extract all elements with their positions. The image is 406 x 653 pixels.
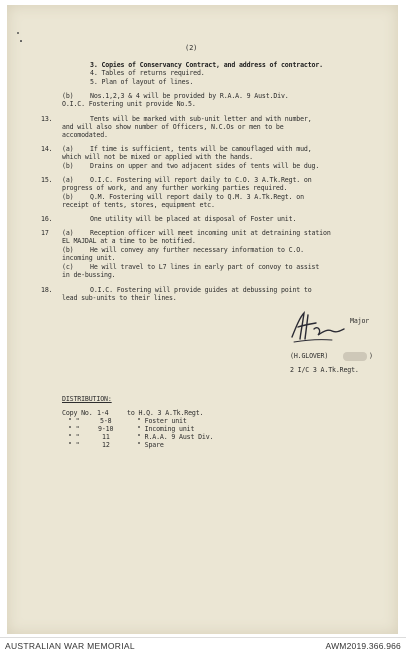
para-15a-label: (a)	[62, 176, 74, 184]
archive-footer	[0, 637, 406, 653]
item-oic-line: O.I.C. Fostering unit provide No.5.	[62, 100, 196, 108]
para-13-line-2: and will also show number of Officers, N.C.Os or men to be	[62, 123, 284, 131]
para-13-line-1: Tents will be marked with sub-unit letter and with number,	[90, 115, 312, 123]
para-16-line-1: One utility will be placed at disposal of Foster unit.	[90, 215, 297, 223]
redaction-smudge	[343, 352, 367, 361]
para-18-line-2: lead sub-units to their lines.	[62, 294, 177, 302]
para-17b-line-2: incoming unit.	[62, 254, 116, 262]
distribution-row-label: " "	[68, 441, 80, 449]
distribution-row-copies: 9-10	[98, 425, 114, 433]
distribution-row-label: " "	[68, 433, 80, 441]
para-17a-line-2: EL MAJDAL at a time to be notified.	[62, 237, 196, 245]
para-15b-label: (b)	[62, 193, 74, 201]
para-17a-label: (a)	[62, 229, 74, 237]
para-15a-line-1: O.I.C. Fostering will report daily to C.O. 3 A.Tk.Regt. on	[90, 176, 312, 184]
distribution-row-copies: 12	[102, 441, 110, 449]
distribution-row-copies: 1-4	[97, 409, 109, 417]
para-17-number: 17	[41, 229, 49, 237]
distribution-heading: DISTRIBUTION:	[62, 395, 112, 403]
paper-speck	[20, 40, 22, 42]
para-16-number: 16.	[41, 215, 53, 223]
para-17a-line-1: Reception officer will meet incoming unit at detraining station	[90, 229, 331, 237]
para-14a-label: (a)	[62, 145, 74, 153]
handwritten-signature	[288, 309, 346, 347]
signatory-name: (H.GLOVER)	[290, 352, 329, 360]
para-14a-line-1: If time is sufficient, tents will be camouflaged with mud,	[90, 145, 312, 153]
para-14b-line-1: Drains on upper and two adjacent sides of tents will be dug.	[90, 162, 320, 170]
para-17c-label: (c)	[62, 263, 74, 271]
signatory-name-close: )	[369, 352, 373, 360]
accession-number: AWM2019.366.966	[325, 641, 401, 651]
para-14b-label: (b)	[62, 162, 74, 170]
item-b-text: Nos.1,2,3 & 4 will be provided by R.A.A. 9 Aust.Div.	[90, 92, 289, 100]
para-13-line-3: accomodated.	[62, 131, 108, 139]
distribution-row-recipient: " Spare	[137, 441, 164, 449]
distribution-row-copies: 11	[102, 433, 110, 441]
para-17c-line-1: He will travel to L7 lines in early part of convoy to assist	[90, 263, 320, 271]
distribution-row-recipient: " Foster unit	[137, 417, 187, 425]
para-17b-line-1: He will convey any further necessary information to C.O.	[90, 246, 304, 254]
distribution-row-label: Copy No.	[62, 409, 93, 417]
page-number: (2)	[185, 44, 198, 52]
para-18-number: 18.	[41, 286, 53, 294]
item-b-label: (b)	[62, 92, 74, 100]
para-17c-line-2: in de-bussing.	[62, 271, 116, 279]
para-15-number: 15.	[41, 176, 53, 184]
para-15a-line-2: progress of work, and any further working parties required.	[62, 184, 288, 192]
paper-speck	[17, 32, 19, 34]
para-14a-line-2: which will not be mixed or applied with the hands.	[62, 153, 253, 161]
para-15b-line-2: receipt of tents, stores, equipment etc.	[62, 201, 215, 209]
para-14-number: 14.	[41, 145, 53, 153]
signatory-appointment: 2 I/C 3 A.Tk.Regt.	[290, 366, 359, 374]
distribution-row-recipient: " R.A.A. 9 Aust Div.	[137, 433, 214, 441]
distribution-row-label: " "	[68, 417, 80, 425]
signature-rank: Major	[350, 317, 370, 325]
distribution-row-label: " "	[68, 425, 80, 433]
item-4-line: 4. Tables of returns required.	[90, 69, 205, 77]
distribution-row-recipient: " Incoming unit	[137, 425, 195, 433]
item-5-line: 5. Plan of layout of lines.	[90, 78, 194, 86]
archive-name: AUSTRALIAN WAR MEMORIAL	[5, 641, 135, 651]
para-17b-label: (b)	[62, 246, 74, 254]
para-18-line-1: O.I.C. Fostering will provide guides at debussing point to	[90, 286, 312, 294]
item-3-line: 3. Copies of Conservancy Contract, and address of contractor.	[90, 61, 324, 69]
para-15b-line-1: Q.M. Fostering will report daily to Q.M. 3 A.Tk.Regt. on	[90, 193, 304, 201]
distribution-row-copies: 5-8	[100, 417, 112, 425]
distribution-row-recipient: to H.Q. 3 A.Tk.Regt.	[127, 409, 204, 417]
para-13-number: 13.	[41, 115, 53, 123]
typed-sheet	[7, 5, 398, 634]
